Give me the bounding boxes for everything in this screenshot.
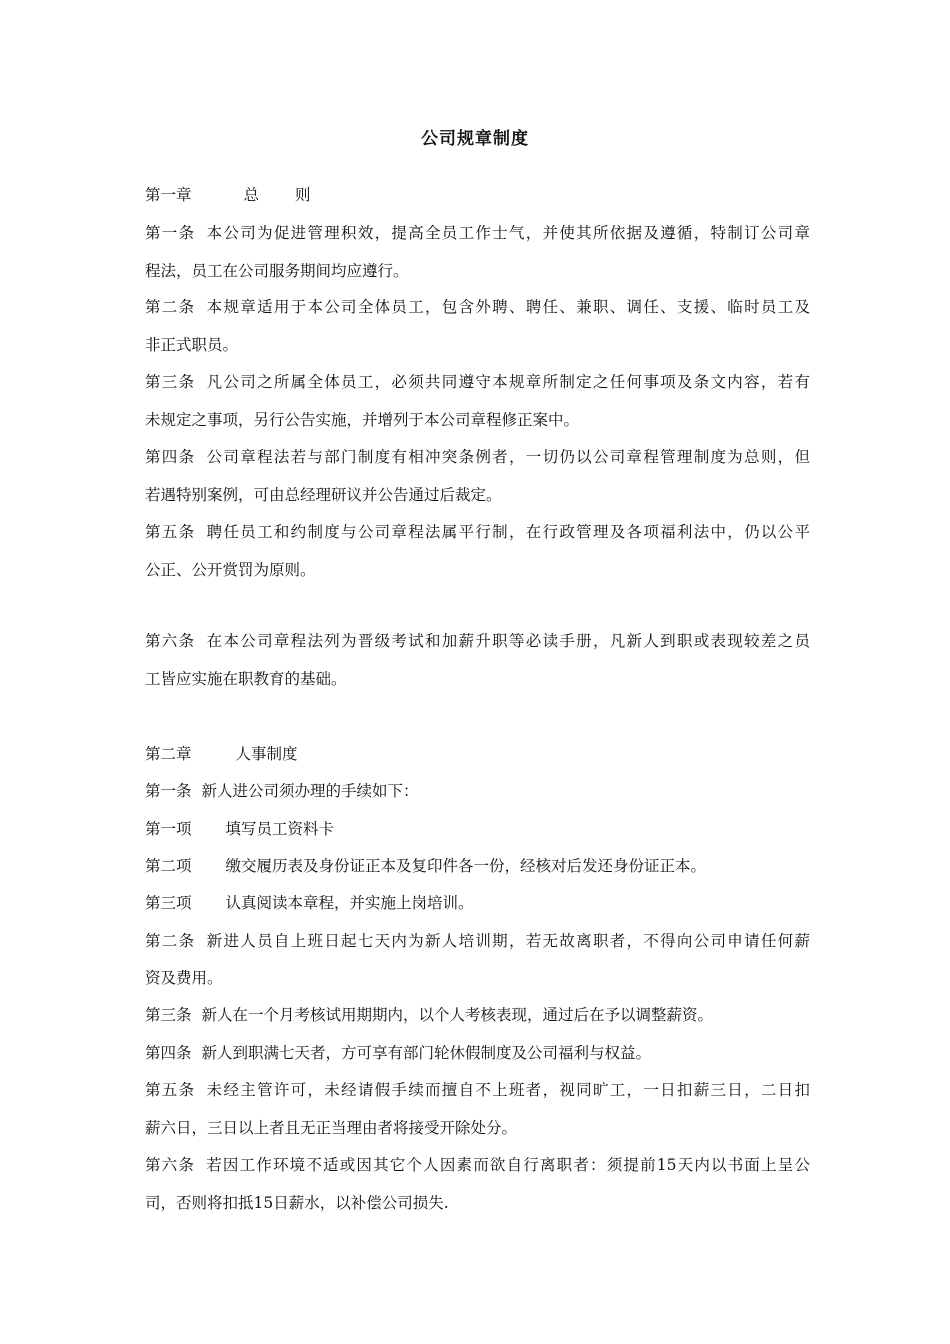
ch1-article-2-line-2: 非正式职员。	[145, 336, 239, 354]
article-number: 第四条	[145, 1044, 192, 1062]
ch2-article-4	[145, 1042, 810, 1064]
article-text: 新人到职满七天者，方可享有部门轮休假制度及公司福利与权益。	[201, 1044, 652, 1062]
ch2-article-2-line-1	[145, 930, 810, 952]
ch2-article-6-line-2: 司，否则将扣抵15日薪水，以补偿公司损失.	[145, 1194, 449, 1212]
ch2-article-3	[145, 1004, 810, 1026]
article-text: 未经主管许可，未经请假手续而擅自不上班者，视同旷工，一日扣薪三日，二日扣	[205, 1081, 810, 1099]
ch2-article-5-line-2: 薪六日，三日以上者且无正当理由者将接受开除处分。	[145, 1119, 518, 1137]
article-number: 第一条	[145, 224, 196, 242]
chapter-1-name-part2: 则	[295, 186, 311, 204]
ch2-article-2-line-2: 资及费用。	[145, 969, 223, 987]
document-title: 公司规章制度	[421, 129, 529, 149]
chapter-2-heading	[145, 743, 810, 765]
article-number: 第一条	[145, 782, 192, 800]
article-text: 新人在一个月考核试用期期内，以个人考核表现，通过后在予以调整薪资。	[201, 1006, 714, 1024]
ch1-article-2-line-1	[145, 296, 810, 318]
chapter-1-name-part1: 总	[243, 186, 260, 204]
article-text: 聘任员工和约制度与公司章程法属平行制，在行政管理及各项福利法中，仍以公平	[205, 523, 810, 541]
ch2-item-3	[145, 892, 810, 914]
article-number: 第二条	[145, 298, 196, 316]
ch2-article-5-line-1	[145, 1079, 810, 1101]
chapter-2-name: 人事制度	[235, 745, 298, 763]
article-text: 本公司为促进管理积效，提高全员工作士气，并使其所依据及遵循，特制订公司章	[205, 224, 810, 242]
ch1-article-5-line-1	[145, 521, 810, 543]
item-number: 第一项	[145, 820, 192, 838]
article-text: 新进人员自上班日起七天内为新人培训期，若无故离职者，不得向公司申请任何薪	[205, 932, 810, 950]
ch2-article-1	[145, 780, 810, 802]
item-text: 填写员工资料卡	[225, 820, 335, 838]
ch1-article-5-line-2: 公正、公开赏罚为原则。	[145, 561, 316, 579]
item-text: 认真阅读本章程，并实施上岗培训。	[225, 894, 474, 912]
article-text: 凡公司之所属全体员工，必须共同遵守本规章所制定之任何事项及条文内容，若有	[205, 373, 810, 391]
article-text: 本规章适用于本公司全体员工，包含外聘、聘任、兼职、调任、支援、临时员工及	[205, 298, 810, 316]
ch1-article-6-line-1	[145, 630, 810, 652]
article-number: 第五条	[145, 523, 196, 541]
item-number: 第三项	[145, 894, 192, 912]
article-text: 公司章程法若与部门制度有相冲突条例者，一切仍以公司章程管理制度为总则，但	[205, 448, 810, 466]
item-number: 第二项	[145, 857, 192, 875]
article-number: 第六条	[145, 632, 196, 650]
ch1-article-4-line-2: 若遇特别案例，可由总经理研议并公告通过后裁定。	[145, 486, 502, 504]
ch2-item-2	[145, 855, 810, 877]
ch1-article-1-line-1	[145, 222, 810, 244]
article-text: 若因工作环境不适或因其它个人因素而欲自行离职者：须提前15天内以书面上呈公	[205, 1156, 810, 1174]
ch1-article-4-line-1	[145, 446, 810, 468]
article-number: 第四条	[145, 448, 196, 466]
article-number: 第五条	[145, 1081, 196, 1099]
ch2-article-6-line-1	[145, 1154, 810, 1176]
article-text: 新人进公司须办理的手续如下：	[201, 782, 419, 800]
article-number: 第六条	[145, 1156, 196, 1174]
ch1-article-1-line-2: 程法，员工在公司服务期间均应遵行。	[145, 262, 409, 280]
chapter-1-heading	[145, 184, 810, 206]
article-number: 第三条	[145, 1006, 192, 1024]
ch1-article-6-line-2: 工皆应实施在职教育的基础。	[145, 670, 347, 688]
article-number: 第三条	[145, 373, 196, 391]
item-text: 缴交履历表及身份证正本及复印件各一份，经核对后发还身份证正本。	[225, 857, 707, 875]
article-text: 在本公司章程法列为晋级考试和加薪升职等必读手册，凡新人到职或表现较差之员	[205, 632, 810, 650]
ch1-article-3-line-2: 未规定之事项，另行公告实施，并增列于本公司章程修正案中。	[145, 411, 580, 429]
chapter-2-number: 第二章	[145, 745, 192, 763]
ch1-article-3-line-1	[145, 371, 810, 393]
chapter-1-number: 第一章	[145, 186, 192, 204]
ch2-item-1	[145, 818, 810, 840]
article-number: 第二条	[145, 932, 196, 950]
